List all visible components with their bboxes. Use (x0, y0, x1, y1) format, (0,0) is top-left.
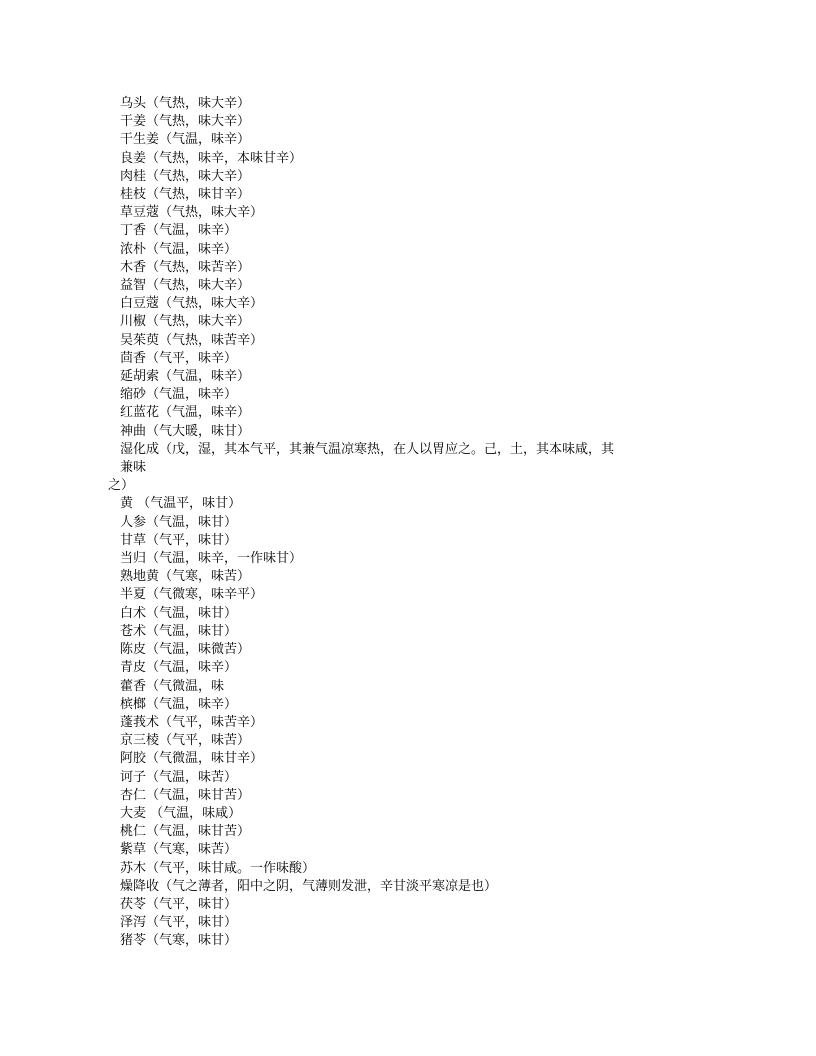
text-line: 神曲（气大暖，味甘） (120, 423, 251, 439)
document-page (108, 95, 680, 951)
text-line: 延胡索（气温，味辛） (120, 369, 251, 385)
text-line: 白豆蔻（气热，味大辛） (120, 296, 264, 312)
text-line: 湿化成（戊，湿，其本气平，其兼气温凉寒热，在人以胃应之。己，土，其本味咸，其 (120, 441, 615, 457)
text-line: 干生姜（气温，味辛） (120, 132, 251, 148)
text-line: 茴香（气平，味辛） (120, 350, 238, 366)
text-line: 熟地黄（气寒，味苦） (120, 569, 251, 585)
text-line: 陈皮（气温，味微苦） (120, 642, 251, 658)
text-line: 之） (108, 478, 135, 494)
text-line: 青皮（气温，味辛） (120, 660, 238, 676)
text-line: 吴茱萸（气热，味苦辛） (120, 332, 264, 348)
text-line: 甘草（气平，味甘） (120, 532, 238, 548)
text-line: 泽泻（气平，味甘） (120, 915, 238, 931)
text-line: 桃仁（气温，味甘苦） (120, 824, 251, 840)
text-line: 木香（气热，味苦辛） (120, 259, 251, 275)
text-line: 草豆蔻（气热，味大辛） (120, 205, 264, 221)
text-line: 燥降收（气之薄者，阳中之阴，气薄则发泄，辛甘淡平寒凉是也） (120, 878, 498, 894)
text-line: 当归（气温，味辛，一作味甘） (120, 551, 303, 567)
text-line: 桂枝（气热，味甘辛） (120, 187, 251, 203)
text-line: 猪苓（气寒，味甘） (120, 933, 238, 949)
text-line: 槟榔（气温，味辛） (120, 696, 238, 712)
text-line: 人参（气温，味甘） (120, 514, 238, 530)
text-line: 大麦 （气温，味咸） (120, 805, 242, 821)
text-line: 杏仁（气温，味甘苦） (120, 787, 251, 803)
text-line: 兼味 (120, 460, 147, 476)
text-line: 半夏（气微寒，味辛平） (120, 587, 264, 603)
text-line: 乌头（气热，味大辛） (120, 96, 251, 111)
text-line: 红蓝花（气温，味辛） (120, 405, 251, 421)
text-line: 益智（气热，味大辛） (120, 278, 251, 294)
text-line: 诃子（气温，味苦） (120, 769, 238, 785)
text-line: 苏木（气平，味甘咸。一作味酸） (120, 860, 316, 876)
text-line: 苍术（气温，味甘） (120, 623, 238, 639)
text-line: 京三棱（气平，味苦） (120, 733, 251, 749)
text-line: 肉桂（气热，味大辛） (120, 168, 251, 184)
text-line: 蓬莪术（气平，味苦辛） (120, 714, 264, 730)
text-line: 黄 （气温平，味甘） (120, 496, 242, 512)
text-line: 川椒（气热，味大辛） (120, 314, 251, 330)
text-line: 白术（气温，味甘） (120, 605, 238, 621)
text-line: 缩砂（气温，味辛） (120, 387, 238, 403)
text-line: 良姜（气热，味辛，本味甘辛） (120, 150, 303, 166)
text-line: 浓朴（气温，味辛） (120, 241, 238, 257)
text-line: 茯苓（气平，味甘） (120, 896, 238, 912)
text-line: 紫草（气寒，味苦） (120, 842, 238, 858)
text-line: 干姜（气热，味大辛） (120, 114, 251, 130)
text-line: 阿胶（气微温，味甘辛） (120, 751, 264, 767)
text-line: 丁香（气温，味辛） (120, 223, 238, 239)
text-line: 藿香（气微温，味 (120, 678, 225, 694)
